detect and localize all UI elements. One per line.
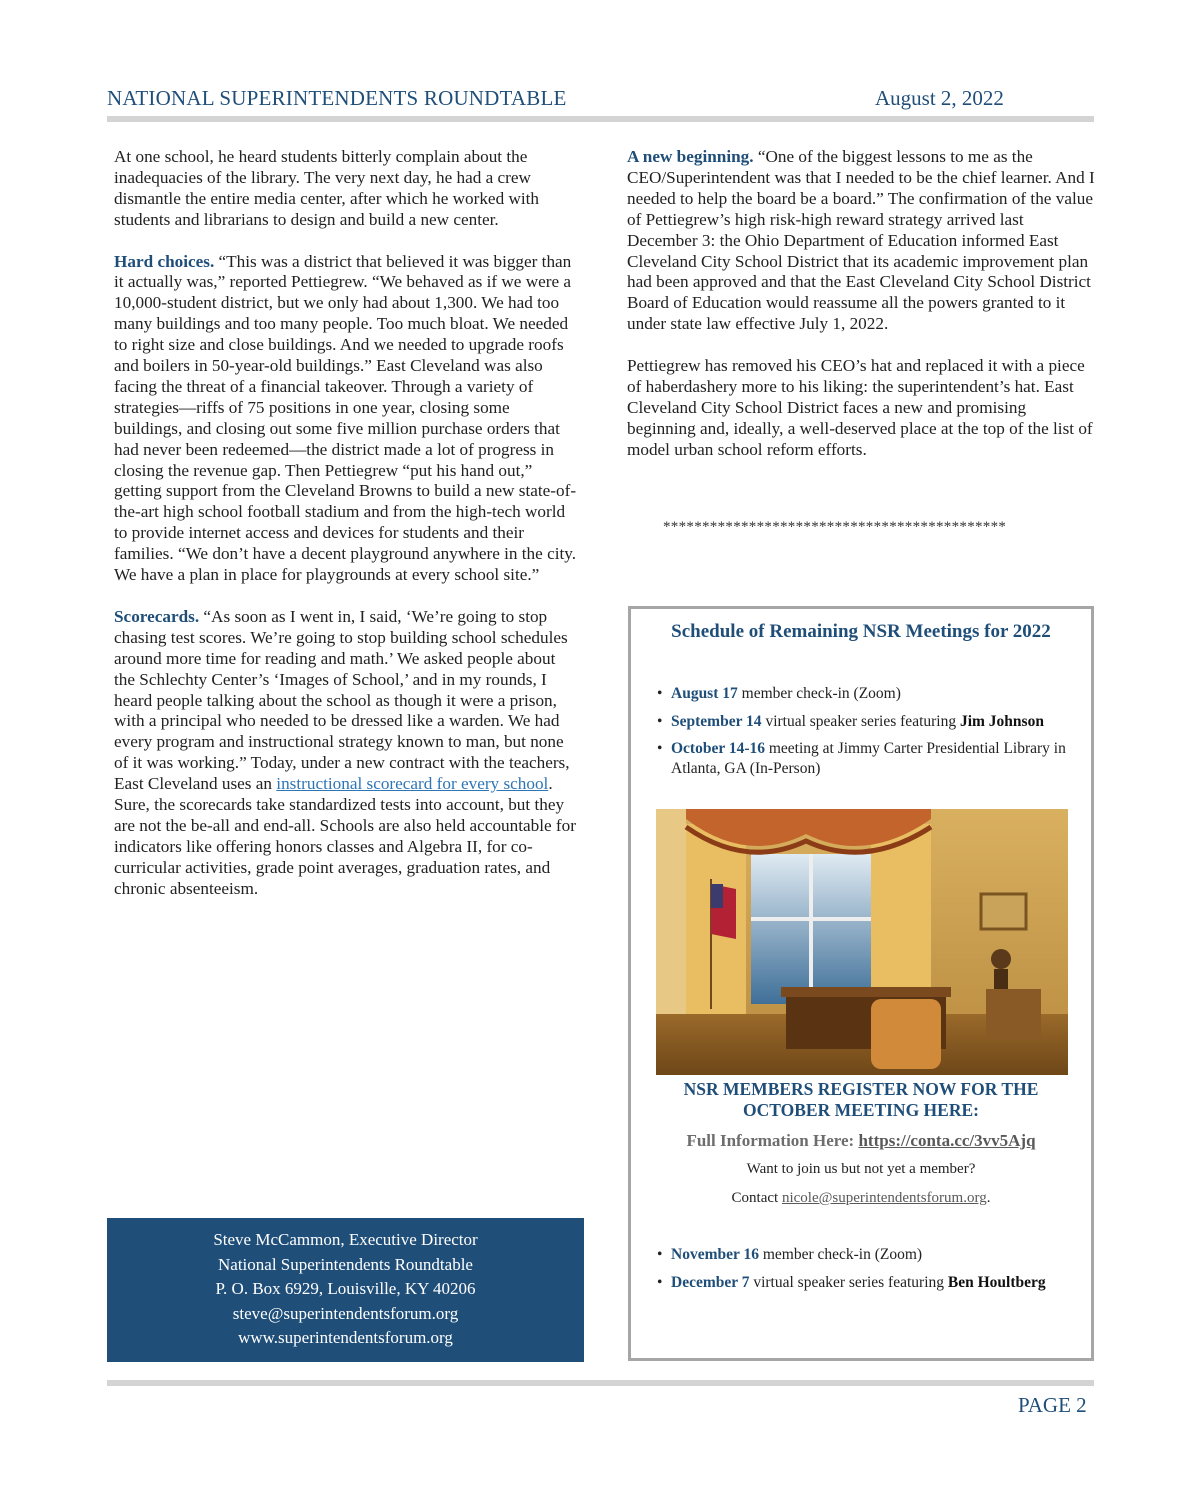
meeting-item	[657, 712, 1077, 732]
meeting-date: September 14	[671, 712, 762, 730]
meeting-date: December 7	[671, 1273, 750, 1291]
contact-email-link[interactable]: nicole@superintendentsforum.org	[781, 1190, 987, 1206]
meetings-list-bottom	[657, 1245, 1077, 1300]
meeting-item	[657, 684, 1077, 704]
oval-office-replica-photo	[656, 809, 1068, 1075]
scorecard-link[interactable]: instructional scorecard for every school	[276, 774, 549, 794]
contact-period: .	[986, 1190, 991, 1206]
register-line-2: OCTOBER MEETING HERE:	[743, 1100, 979, 1120]
contact-box	[107, 1218, 584, 1362]
meeting-text: virtual speaker series featuring	[761, 712, 960, 730]
schedule-title: Schedule of Remaining NSR Meetings for 2022	[671, 621, 1051, 642]
full-info-link[interactable]: https://conta.cc/3vv5Ajq	[858, 1131, 1036, 1150]
speaker-name: Jim Johnson	[959, 712, 1044, 730]
full-info-line	[631, 1131, 1091, 1151]
meeting-date: November 16	[671, 1246, 759, 1263]
lead-scorecards: Scorecards.	[114, 606, 200, 626]
paragraph-hard-choices	[114, 252, 580, 587]
section-separator: ********************************************	[663, 519, 1007, 535]
meeting-text: member check-in (Zoom)	[758, 1246, 923, 1263]
page-number: PAGE 2	[1018, 1393, 1087, 1417]
new-beginning-body: “One of the biggest lessons to me as the CEO/Superintendent was that I needed to be the chief learner. And I needed to help the board be a board.” The confirmation of the value of Pettiegrew’s high risk-high reward strategy arrived last December 3: the Ohio Department of Education informed East Cleveland City School District that its academic improvement plan had been approved and that the East Cleveland City School District Board of Education would reassume all the powers granted to it under state law effective July 1, 2022.	[627, 147, 1095, 334]
director-email[interactable]: steve@superintendentsforum.org	[232, 1303, 459, 1323]
newsletter-title: NATIONAL SUPERINTENDENTS ROUNDTABLE	[107, 86, 567, 110]
paragraph-new-beginning	[627, 147, 1095, 335]
lead-new-beginning: A new beginning.	[627, 147, 754, 166]
paragraph-library: At one school, he heard students bitterly complain about the inadequacies of the library. The very next day, he had a crew dismantle the entire media center, after which he worked with students and librarians to design and build a new center.	[114, 147, 540, 229]
contact-line	[631, 1190, 1091, 1207]
left-column	[114, 147, 580, 920]
meeting-date: August 17	[671, 685, 738, 702]
meeting-text: member check-in (Zoom)	[737, 685, 901, 702]
contact-label: Contact	[731, 1190, 782, 1206]
meeting-item	[657, 1245, 1077, 1265]
register-line-1: NSR MEMBERS REGISTER NOW FOR THE	[683, 1079, 1039, 1099]
hard-choices-body: “This was a district that believed it was bigger than it actually was,” reported Pettiegrew. “We behaved as if we were a 10,000-student district, but we only had about 1,300. We had too many buildings and too many people. Too much bloat. We needed to right size and close buildings. And we needed to upgrade roofs and boilers in 50-year-old buildings.” East Cleveland was also facing the threat of a financial takeover. Through a variety of strategies—riffs of 75 positions in one year, closing some buildings, and closing out some five million purchase orders that had never been redeemed—the district made a lot of progress in closing the revenue gap. Then Pettiegrew “put his hand out,” getting support from the Cleveland Browns to build a new state-of-the-art high school football stadium and from the high-tech world to provide internet access and devices for students and their families. “We don’t have a decent playground anywhere in the city. We have a plan in place for playgrounds at every school site.”	[114, 251, 577, 585]
meeting-date: October 14-16	[671, 740, 765, 757]
meeting-item	[657, 739, 1077, 778]
paragraph-hat: Pettiegrew has removed his CEO’s hat and replaced it with a piece of haberdashery more to his liking: the superintendent’s hat. East Cleveland City School District faces a new and promising beginning and, ideally, a well-deserved place at the top of the list of model urban school reform efforts.	[627, 356, 1093, 459]
website-link[interactable]: www.superintendentsforum.org	[238, 1328, 453, 1347]
meeting-text: virtual speaker series featuring	[749, 1273, 948, 1291]
director-name: Steve McCammon, Executive Director	[213, 1230, 478, 1249]
right-column	[627, 147, 1095, 481]
join-prompt: Want to join us but not yet a member?	[746, 1161, 976, 1177]
speaker-name: Ben Houltberg	[947, 1273, 1046, 1291]
lead-hard-choices: Hard choices.	[114, 251, 215, 271]
postal-address: P. O. Box 6929, Louisville, KY 40206	[215, 1279, 476, 1298]
meetings-list-top	[657, 684, 1077, 786]
scorecards-body-1: “As soon as I went in, I said, ‘We’re going to stop chasing test scores. We’re going to stop building school schedules around more time for reading and math.’ We asked people about the Schlechty Center’s ‘Images of School,’ and in my rounds, I heard people talking about the school as though it were a prison, with a principal who needed to be dressed like a warden. We had every program and instructional strategy known to man, but none of it was working.” Today, under a new contract with the teachers, East Cleveland uses an	[114, 606, 570, 794]
scorecards-body-2: . Sure, the scorecards take standardized tests into account, but they are not the be-all and end-all. Schools are also held accountable for indicators like offering honors classes and Algebra II, for co-curricular activities, grade point averages, graduation rates, and chronic absenteeism.	[114, 774, 576, 898]
register-callout[interactable]	[631, 1079, 1091, 1121]
header-divider	[107, 116, 1094, 122]
full-info-label: Full Information Here:	[686, 1131, 859, 1150]
issue-date: August 2, 2022	[875, 86, 1004, 110]
footer-divider	[107, 1380, 1094, 1386]
meeting-text: meeting at Jimmy Carter Presidential Library in Atlanta, GA (In-Person)	[671, 740, 1066, 777]
meeting-item	[657, 1273, 1077, 1293]
organization-name: National Superintendents Roundtable	[218, 1254, 473, 1274]
schedule-box	[628, 606, 1094, 1361]
paragraph-scorecards	[114, 607, 580, 900]
